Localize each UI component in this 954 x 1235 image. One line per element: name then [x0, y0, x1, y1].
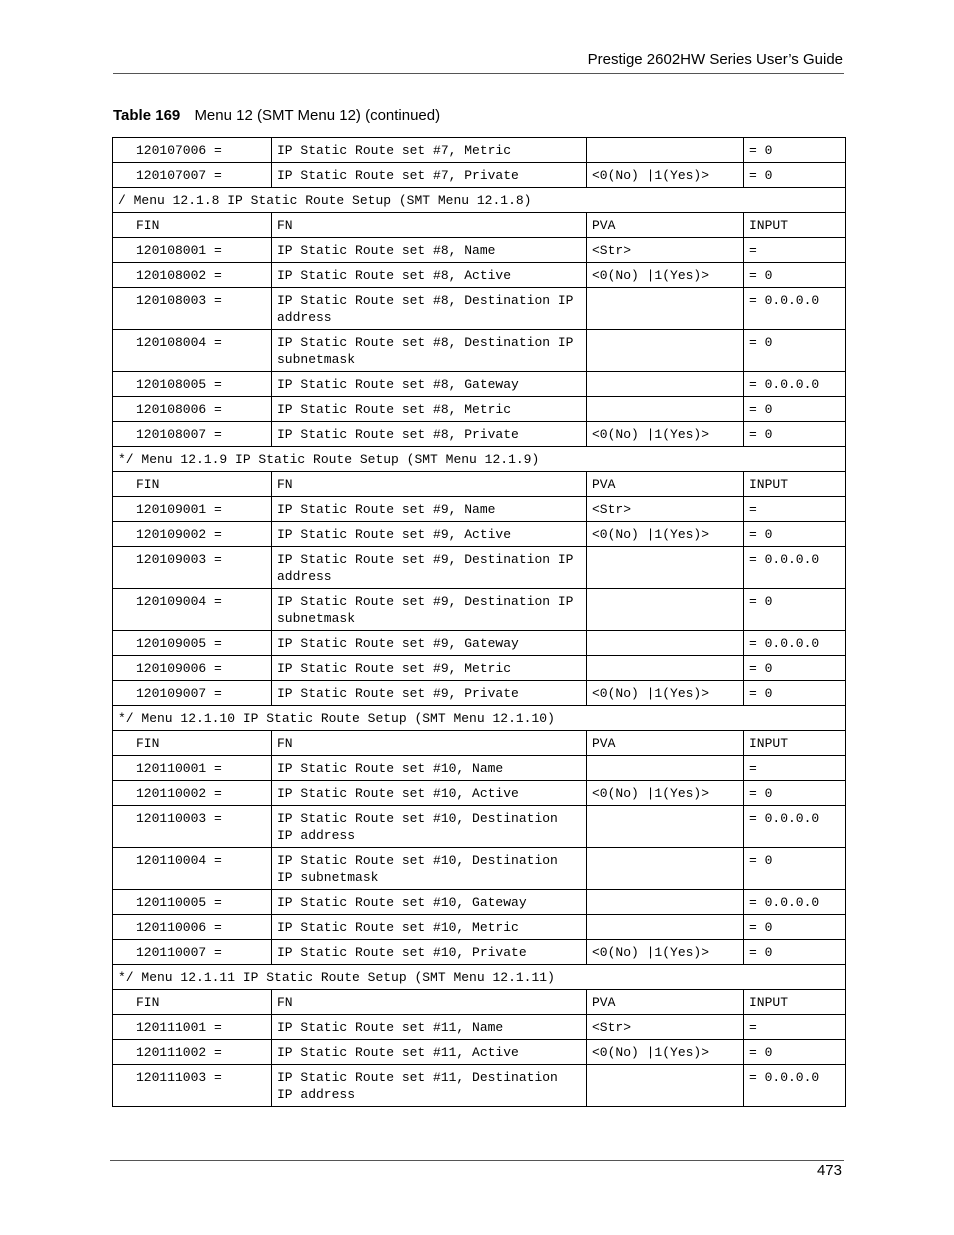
pva-cell [587, 756, 744, 781]
input-cell: = 0 [744, 915, 846, 940]
table-row [113, 372, 846, 397]
fin-cell: 120109004 = [113, 589, 272, 631]
table-row [113, 422, 846, 447]
fin-cell: 120108006 = [113, 397, 272, 422]
fin-cell: 120110002 = [113, 781, 272, 806]
fn-cell: IP Static Route set #11, Name [272, 1015, 587, 1040]
column-header-row [113, 472, 846, 497]
pva-cell [587, 915, 744, 940]
fin-cell: 120111001 = [113, 1015, 272, 1040]
menu-parameter-table [112, 137, 846, 1107]
table-row [113, 915, 846, 940]
header-input-cell: INPUT [744, 472, 846, 497]
input-cell: = 0 [744, 681, 846, 706]
input-cell: = 0.0.0.0 [744, 372, 846, 397]
header-divider [113, 73, 844, 74]
fn-cell: IP Static Route set #8, Name [272, 238, 587, 263]
fin-cell: 120110001 = [113, 756, 272, 781]
fin-cell: 120110005 = [113, 890, 272, 915]
header-fin-cell: FIN [113, 990, 272, 1015]
table-row [113, 138, 846, 163]
pva-cell [587, 547, 744, 589]
header-fin-cell: FIN [113, 213, 272, 238]
table-row [113, 890, 846, 915]
input-cell: = 0 [744, 589, 846, 631]
pva-cell [587, 330, 744, 372]
input-cell: = 0 [744, 1040, 846, 1065]
table-caption [113, 107, 440, 124]
pva-cell [587, 631, 744, 656]
fin-cell: 120110007 = [113, 940, 272, 965]
pva-cell: <0(No) |1(Yes)> [587, 940, 744, 965]
input-cell: = 0 [744, 138, 846, 163]
fn-cell: IP Static Route set #11, Active [272, 1040, 587, 1065]
table-row [113, 1015, 846, 1040]
table-row [113, 631, 846, 656]
fn-cell: IP Static Route set #9, Metric [272, 656, 587, 681]
table-row [113, 656, 846, 681]
table-row [113, 263, 846, 288]
pva-cell [587, 806, 744, 848]
table-row [113, 288, 846, 330]
input-cell: = 0.0.0.0 [744, 547, 846, 589]
fn-cell: IP Static Route set #9, Gateway [272, 631, 587, 656]
footer-divider [110, 1160, 844, 1161]
pva-cell: <Str> [587, 1015, 744, 1040]
fn-cell: IP Static Route set #9, Active [272, 522, 587, 547]
input-cell: = 0 [744, 781, 846, 806]
pva-cell [587, 397, 744, 422]
fin-cell: 120111003 = [113, 1065, 272, 1107]
section-title-cell: */ Menu 12.1.10 IP Static Route Setup (SMT Menu 12.1.10) [113, 706, 846, 731]
input-cell: = 0.0.0.0 [744, 806, 846, 848]
header-input-cell: INPUT [744, 213, 846, 238]
fin-cell: 120110004 = [113, 848, 272, 890]
input-cell: = [744, 238, 846, 263]
pva-cell: <0(No) |1(Yes)> [587, 422, 744, 447]
input-cell: = 0 [744, 422, 846, 447]
header-fn-cell: FN [272, 990, 587, 1015]
fin-cell: 120108001 = [113, 238, 272, 263]
table-row [113, 806, 846, 848]
section-title-cell: / Menu 12.1.8 IP Static Route Setup (SMT Menu 12.1.8) [113, 188, 846, 213]
table-row [113, 163, 846, 188]
table-row [113, 497, 846, 522]
header-fn-cell: FN [272, 731, 587, 756]
fn-cell: IP Static Route set #10, Destination IP address [272, 806, 587, 848]
column-header-row [113, 731, 846, 756]
fn-cell: IP Static Route set #10, Private [272, 940, 587, 965]
fn-cell: IP Static Route set #10, Destination IP subnetmask [272, 848, 587, 890]
pva-cell [587, 589, 744, 631]
fin-cell: 120111002 = [113, 1040, 272, 1065]
section-row [113, 965, 846, 990]
input-cell: = 0 [744, 330, 846, 372]
table-row [113, 1040, 846, 1065]
header-fin-cell: FIN [113, 472, 272, 497]
header-fn-cell: FN [272, 213, 587, 238]
table-row [113, 589, 846, 631]
fin-cell: 120109005 = [113, 631, 272, 656]
fn-cell: IP Static Route set #8, Destination IP address [272, 288, 587, 330]
table-caption-number: Table 169 [113, 107, 181, 124]
table-row [113, 940, 846, 965]
section-title-cell: */ Menu 12.1.11 IP Static Route Setup (SMT Menu 12.1.11) [113, 965, 846, 990]
input-cell: = 0 [744, 163, 846, 188]
input-cell: = [744, 1015, 846, 1040]
fn-cell: IP Static Route set #10, Active [272, 781, 587, 806]
fn-cell: IP Static Route set #10, Metric [272, 915, 587, 940]
fn-cell: IP Static Route set #9, Name [272, 497, 587, 522]
fn-cell: IP Static Route set #8, Metric [272, 397, 587, 422]
table-row [113, 756, 846, 781]
header-pva-cell: PVA [587, 990, 744, 1015]
input-cell: = [744, 756, 846, 781]
pva-cell: <0(No) |1(Yes)> [587, 681, 744, 706]
table-row [113, 681, 846, 706]
pva-cell: <0(No) |1(Yes)> [587, 263, 744, 288]
input-cell: = [744, 497, 846, 522]
fin-cell: 120108003 = [113, 288, 272, 330]
header-pva-cell: PVA [587, 472, 744, 497]
pva-cell: <0(No) |1(Yes)> [587, 781, 744, 806]
pva-cell [587, 848, 744, 890]
pva-cell [587, 656, 744, 681]
fn-cell: IP Static Route set #10, Name [272, 756, 587, 781]
input-cell: = 0.0.0.0 [744, 890, 846, 915]
fin-cell: 120107007 = [113, 163, 272, 188]
fin-cell: 120109006 = [113, 656, 272, 681]
header-pva-cell: PVA [587, 731, 744, 756]
pva-cell [587, 890, 744, 915]
input-cell: = 0.0.0.0 [744, 631, 846, 656]
table-row [113, 547, 846, 589]
fn-cell: IP Static Route set #8, Private [272, 422, 587, 447]
section-row [113, 188, 846, 213]
table-caption-text: Menu 12 (SMT Menu 12) (continued) [194, 107, 441, 124]
fin-cell: 120110006 = [113, 915, 272, 940]
fin-cell: 120109002 = [113, 522, 272, 547]
fin-cell: 120109001 = [113, 497, 272, 522]
table-row [113, 1065, 846, 1107]
header-fn-cell: FN [272, 472, 587, 497]
table-row [113, 522, 846, 547]
column-header-row [113, 990, 846, 1015]
table-row [113, 397, 846, 422]
fin-cell: 120109003 = [113, 547, 272, 589]
fn-cell: IP Static Route set #8, Active [272, 263, 587, 288]
page-number: 473 [816, 1162, 842, 1179]
fn-cell: IP Static Route set #7, Private [272, 163, 587, 188]
fin-cell: 120110003 = [113, 806, 272, 848]
pva-cell [587, 288, 744, 330]
pva-cell [587, 1065, 744, 1107]
input-cell: = 0.0.0.0 [744, 1065, 846, 1107]
fn-cell: IP Static Route set #9, Destination IP address [272, 547, 587, 589]
fn-cell: IP Static Route set #8, Destination IP subnetmask [272, 330, 587, 372]
pva-cell: <Str> [587, 497, 744, 522]
table-row [113, 781, 846, 806]
pva-cell: <0(No) |1(Yes)> [587, 522, 744, 547]
header-input-cell: INPUT [744, 990, 846, 1015]
input-cell: = 0 [744, 263, 846, 288]
section-row [113, 447, 846, 472]
section-title-cell: */ Menu 12.1.9 IP Static Route Setup (SMT Menu 12.1.9) [113, 447, 846, 472]
pva-cell [587, 372, 744, 397]
document-header-title: Prestige 2602HW Series User’s Guide [587, 51, 843, 68]
fn-cell: IP Static Route set #11, Destination IP address [272, 1065, 587, 1107]
input-cell: = 0.0.0.0 [744, 288, 846, 330]
input-cell: = 0 [744, 522, 846, 547]
pva-cell: <Str> [587, 238, 744, 263]
section-row [113, 706, 846, 731]
pva-cell: <0(No) |1(Yes)> [587, 163, 744, 188]
input-cell: = 0 [744, 397, 846, 422]
fin-cell: 120108002 = [113, 263, 272, 288]
pva-cell [587, 138, 744, 163]
fn-cell: IP Static Route set #9, Destination IP subnetmask [272, 589, 587, 631]
fn-cell: IP Static Route set #10, Gateway [272, 890, 587, 915]
input-cell: = 0 [744, 656, 846, 681]
table-row [113, 238, 846, 263]
header-input-cell: INPUT [744, 731, 846, 756]
column-header-row [113, 213, 846, 238]
table-row [113, 330, 846, 372]
header-pva-cell: PVA [587, 213, 744, 238]
fn-cell: IP Static Route set #9, Private [272, 681, 587, 706]
fn-cell: IP Static Route set #7, Metric [272, 138, 587, 163]
fin-cell: 120108007 = [113, 422, 272, 447]
input-cell: = 0 [744, 848, 846, 890]
header-fin-cell: FIN [113, 731, 272, 756]
fin-cell: 120107006 = [113, 138, 272, 163]
input-cell: = 0 [744, 940, 846, 965]
fin-cell: 120109007 = [113, 681, 272, 706]
pva-cell: <0(No) |1(Yes)> [587, 1040, 744, 1065]
fin-cell: 120108005 = [113, 372, 272, 397]
fn-cell: IP Static Route set #8, Gateway [272, 372, 587, 397]
table-row [113, 848, 846, 890]
fin-cell: 120108004 = [113, 330, 272, 372]
